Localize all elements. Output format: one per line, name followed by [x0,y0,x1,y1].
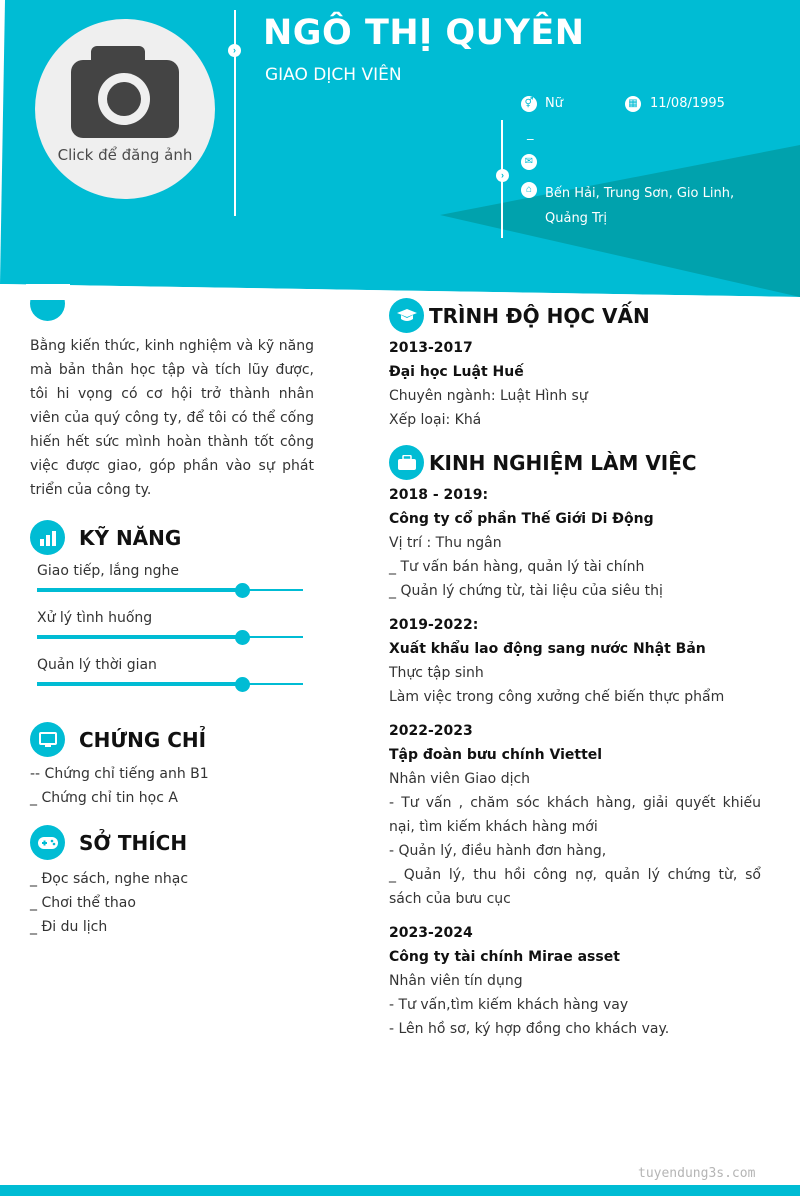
skills-title: KỸ NĂNG [79,525,182,550]
footer-bar [0,1185,800,1196]
job-role: Nhân viên Giao dịch [389,771,531,787]
certificate-icon [30,722,65,757]
job-company: Xuất khẩu lao động sang nước Nhật Bản [389,641,706,657]
skill-level-knob[interactable] [235,630,250,645]
skill-name: Xử lý tình huống [37,610,153,626]
job-detail: - Tư vấn , chăm sóc khách hàng, giải quyết khiếu nại, tìm kiếm khách hàng mới [389,795,761,835]
hobbies-list [30,867,314,939]
list-item: _ Đi du lịch [30,919,108,935]
watermark: tuyendung3s.com [638,1166,756,1181]
right-column [389,298,761,1041]
job-entry [389,613,761,709]
camera-icon [71,46,179,138]
job-period: 2019-2022: [389,617,479,633]
gender-value: Nữ [545,96,563,111]
hobbies-header [30,825,314,860]
job-detail: - Quản lý, điều hành đơn hàng, [389,843,607,859]
job-company: Công ty tài chính Mirae asset [389,949,620,965]
skills-list [30,563,314,704]
skill-level-knob[interactable] [235,583,250,598]
education-school: Đại học Luật Huế [389,364,524,380]
skill-level-bar [37,635,242,639]
list-item: _ Đọc sách, nghe nhạc [30,871,189,887]
objective-text: Bằng kiến thức, kinh nghiệm và kỹ năng mà bản thân học tập và tích lũy được, tôi hi vọng có cơ hội trở thành nhân viên của quý công ty, để tôi có thể cống hiến hết sức mình hoàn thành tốt công việc được giao, góp phần vào sự phát triển của công ty. [30,338,314,498]
education-title: TRÌNH ĐỘ HỌC VẤN [429,303,650,328]
education-header [389,298,761,333]
education-major: Chuyên ngành: Luật Hình sự [389,388,588,404]
job-detail: - Lên hồ sơ, ký hợp đồng cho khách vay. [389,1021,670,1037]
chevron-right-icon: › [228,44,241,57]
education-period: 2013-2017 [389,340,473,356]
certificates-list [30,762,314,810]
full-name: NGÔ THỊ QUYÊN [263,13,585,53]
job-role: Vị trí : Thu ngân [389,535,502,551]
gender-icon: ⚥ [521,96,537,112]
hobbies-title: SỞ THÍCH [79,830,188,855]
gamepad-icon [30,825,65,860]
skill-row [30,563,314,610]
birthday-value: 11/08/1995 [650,96,725,111]
home-icon: ⌂ [521,182,537,198]
job-detail: Làm việc trong công xưởng chế biến thực phẩm [389,689,725,705]
skill-level-knob[interactable] [235,677,250,692]
skill-row [30,610,314,657]
objective-header [30,298,314,334]
job-detail: - Tư vấn,tìm kiếm khách hàng vay [389,997,629,1013]
job-detail: _ Quản lý chứng từ, tài liệu của siêu thị [389,583,663,599]
photo-label: Click để đăng ảnh [57,146,193,164]
experience-title: KINH NGHIỆM LÀM VIỆC [429,450,697,475]
job-detail: _ Quản lý, thu hồi công nợ, quản lý chứng từ, sổ sách của bưu cục [389,867,761,907]
phone-value: _ [527,126,534,141]
list-item: -- Chứng chỉ tiếng anh B1 [30,766,209,782]
job-company: Công ty cổ phần Thế Giới Di Động [389,511,654,527]
job-period: 2022-2023 [389,723,473,739]
calendar-icon: ▦ [625,96,641,112]
job-company: Tập đoàn bưu chính Viettel [389,747,603,763]
education-grade: Xếp loại: Khá [389,412,482,428]
list-item: _ Chơi thể thao [30,895,136,911]
header [0,0,800,300]
experience-list [389,483,761,1041]
header-divider [234,10,236,216]
job-title: GIAO DỊCH VIÊN [265,65,402,85]
briefcase-icon [389,445,424,480]
skill-name: Giao tiếp, lắng nghe [37,563,180,579]
job-role: Nhân viên tín dụng [389,973,523,989]
job-role: Thực tập sinh [389,665,484,681]
education-body [389,336,761,432]
job-entry [389,719,761,911]
certificates-header [30,722,314,757]
address-value: Bến Hải, Trung Sơn, Gio Linh, Quảng Trị [545,186,735,226]
skills-header [30,520,314,555]
job-entry [389,483,761,603]
certificates-title: CHỨNG CHỈ [79,727,207,752]
job-period: 2018 - 2019: [389,487,489,503]
chevron-right-icon: › [496,169,509,182]
graduation-cap-icon [389,298,424,333]
job-entry [389,921,761,1041]
skill-row [30,657,314,704]
email-icon: ✉ [521,154,537,170]
skill-name: Quản lý thời gian [37,657,157,673]
job-period: 2023-2024 [389,925,473,941]
skill-level-bar [37,682,242,686]
left-column [30,298,314,939]
skill-level-bar [37,588,242,592]
list-item: _ Chứng chỉ tin học A [30,790,178,806]
experience-header [389,445,761,480]
photo-upload[interactable] [35,19,215,199]
job-detail: _ Tư vấn bán hàng, quản lý tài chính [389,559,645,575]
bar-chart-icon [30,520,65,555]
